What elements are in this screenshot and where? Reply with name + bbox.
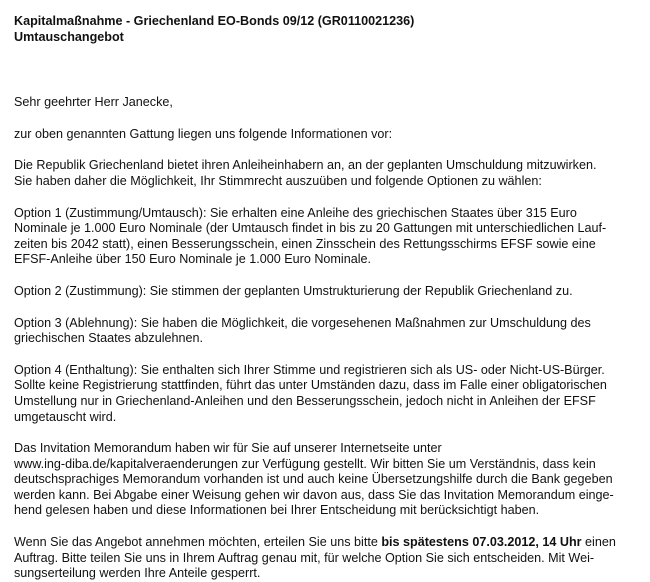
paragraph-line: werden kann. Bei Abgabe einer Weisung gehen wir davon aus, dass Sie das Invitation Memorandum einge- — [14, 487, 614, 502]
paragraph-line: hend gelesen haben und diese Informationen bei Ihrer Entscheidung mit berücksichtigt haben. — [14, 503, 540, 518]
document-subtitle: Umtauschangebot — [14, 29, 124, 44]
option-2-paragraph — [14, 284, 640, 300]
paragraph-line — [14, 535, 640, 551]
option-1-paragraph — [14, 206, 640, 268]
paragraph-line: Auftrag. Bitte teilen Sie uns in Ihrem Auftrag genau mit, für welche Option Sie sich entscheiden. Mit Wei- — [14, 550, 595, 565]
salutation: Sehr geehrter Herr Janecke, — [14, 95, 173, 110]
paragraph-line: sungserteilung werden Ihre Anteile gesperrt. — [14, 566, 261, 581]
paragraph-line: Nominale je 1.000 Euro Nominale (der Umtausch findet in bis zu 20 Gattungen mit unterschiedlichen Lauf- — [14, 221, 607, 236]
paragraph-line: umgetauscht wird. — [14, 409, 117, 424]
closing-paragraph — [14, 535, 640, 582]
paragraph-line: Option 1 (Zustimmung/Umtausch): Sie erhalten eine Anleihe des griechischen Staates über 315 Euro — [14, 205, 577, 220]
offer-paragraph — [14, 158, 640, 189]
paragraph-line: www.ing-diba.de/kapitalveraenderungen zur Verfügung gestellt. Wir bitten Sie um Verständnis, dass kein — [14, 456, 596, 471]
paragraph-line: EFSF-Anleihe über 150 Euro Nominale je 1.000 Euro Nominale. — [14, 252, 372, 267]
paragraph-line: Die Republik Griechenland bietet ihren Anleiheinhabern an, an der geplanten Umschuldung mitzuwirken. — [14, 158, 597, 173]
deadline-text: bis spätestens 07.03.2012, 14 Uhr — [381, 535, 582, 550]
paragraph-line: Option 3 (Ablehnung): Sie haben die Möglichkeit, die vorgesehenen Maßnahmen zur Umschuldung des — [14, 315, 591, 330]
letter-document — [14, 14, 640, 582]
paragraph-line: Sollte keine Registrierung stattfinden, führt das unter Umständen dazu, dass im Falle einer obligatorischen — [14, 378, 607, 393]
memorandum-paragraph — [14, 441, 640, 519]
intro-paragraph: zur oben genannten Gattung liegen uns folgende Informationen vor: — [14, 126, 393, 141]
paragraph-line: Umstellung nur in Griechenland-Anleihen und den Besserungsschein, jedoch nicht in Anleihen der EFSF — [14, 393, 596, 408]
paragraph-line: Das Invitation Memorandum haben wir für Sie auf unserer Internetseite unter — [14, 441, 442, 456]
paragraph-line: Sie haben daher die Möglichkeit, Ihr Stimmrecht auszuüben und folgende Optionen zu wählen: — [14, 173, 542, 188]
paragraph-line: Option 2 (Zustimmung): Sie stimmen der geplanten Umstrukturierung der Republik Griechenland zu. — [14, 283, 573, 298]
paragraph-line: Option 4 (Enthaltung): Sie enthalten sich Ihrer Stimme und registrieren sich als US- oder Nicht-US-Bürger. — [14, 362, 605, 377]
paragraph-line: zeiten bis 2042 statt), einen Besserungsschein, einen Zinsschein des Rettungsschirms EFSF sowie eine — [14, 236, 596, 251]
paragraph-text: einen — [581, 535, 616, 550]
document-title: Kapitalmaßnahme - Griechenland EO-Bonds 09/12 (GR0110021236) — [14, 14, 415, 28]
option-3-paragraph — [14, 316, 640, 347]
paragraph-line: deutschsprachiges Memorandum vorhanden ist und auch keine Übersetzungshilfe durch die Bank gegeben — [14, 472, 613, 487]
option-4-paragraph — [14, 363, 640, 425]
paragraph-line: griechischen Staates abzulehnen. — [14, 331, 204, 346]
paragraph-text: Wenn Sie das Angebot annehmen möchten, erteilen Sie uns bitte — [14, 535, 382, 550]
